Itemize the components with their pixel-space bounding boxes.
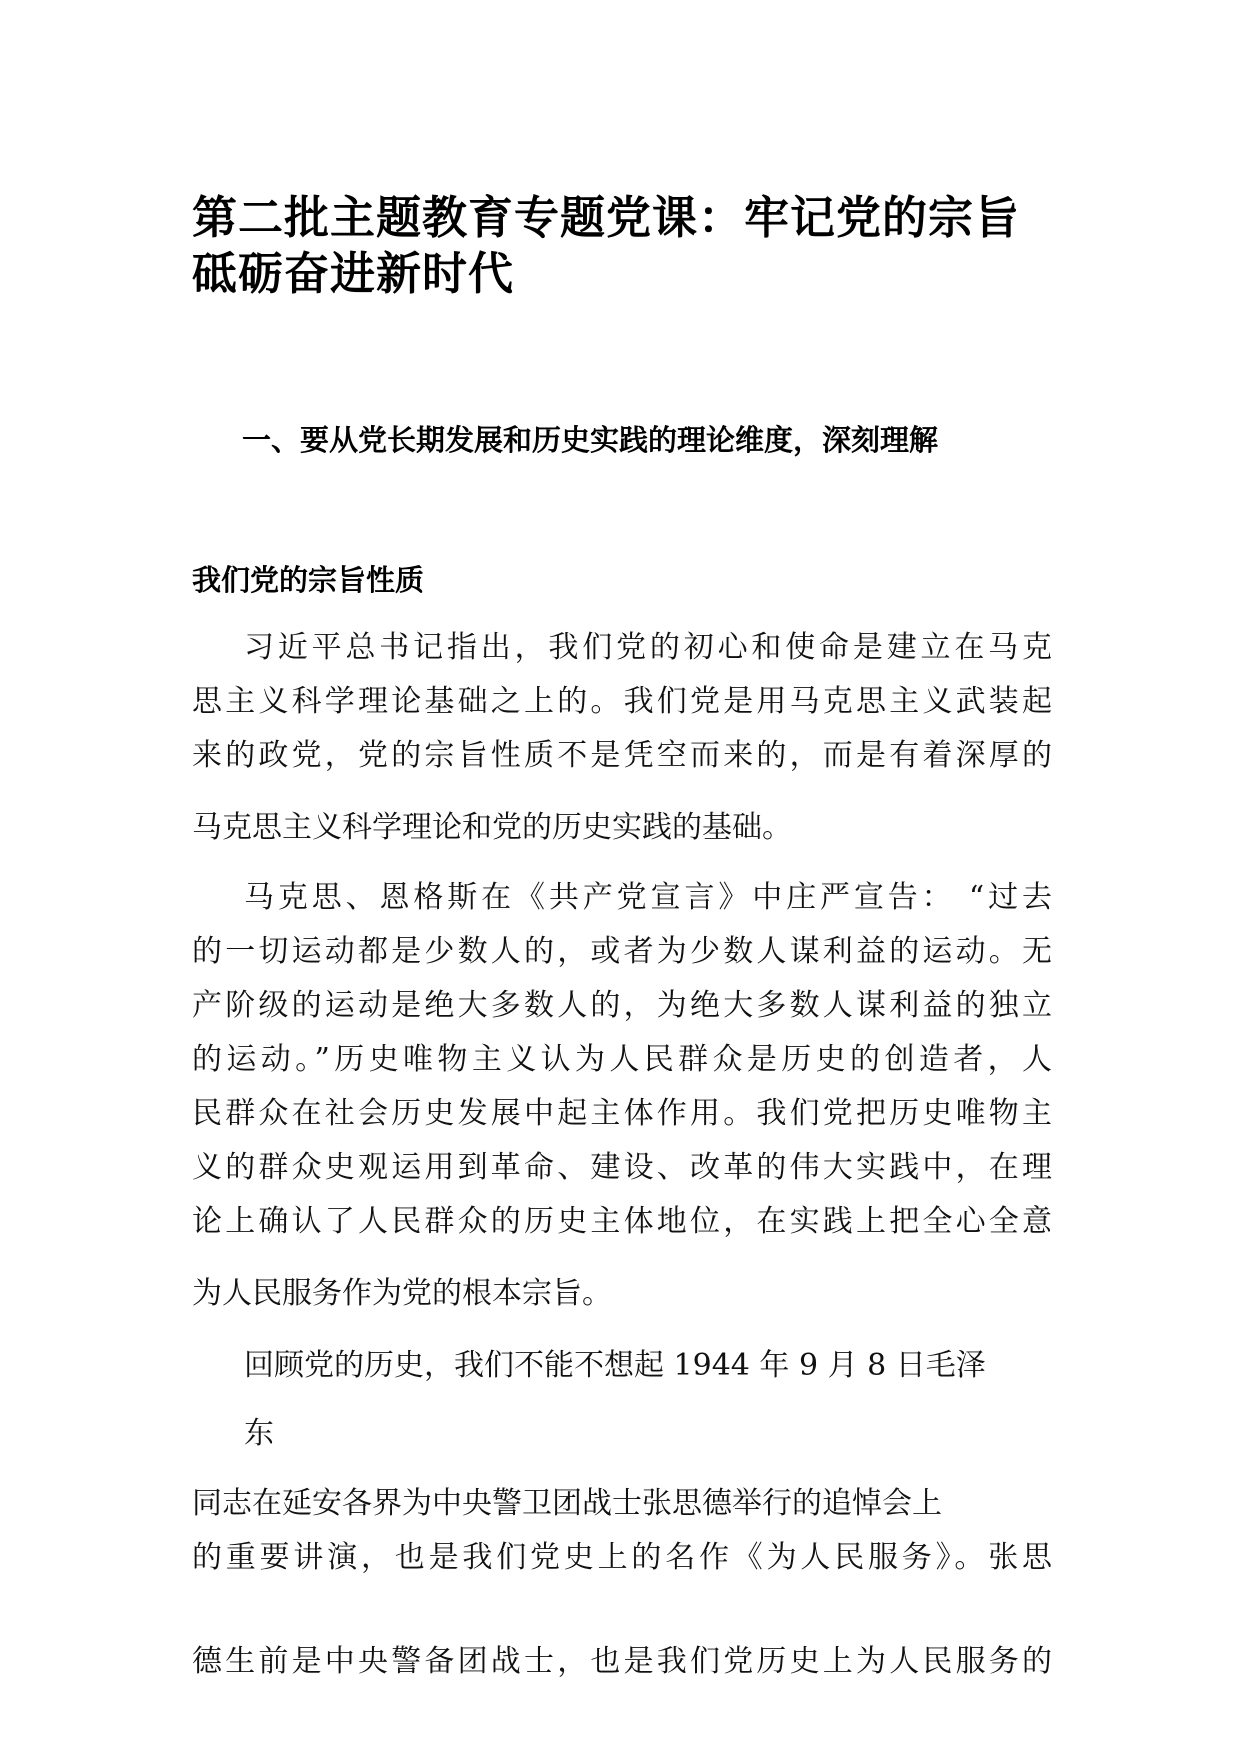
title-line: 砥砺奋进新时代 xyxy=(192,247,515,300)
paragraph-line: 的一切运动都是少数人的，或者为少数人谋利益的运动。无 xyxy=(192,934,1052,969)
paragraph-line: 马克思主义科学理论和党的历史实践的基础。 xyxy=(192,810,792,845)
paragraph-line: 同志在延安各界为中央警卫团战士张思德举行的追悼会上 xyxy=(192,1486,942,1521)
paragraph-line: 来的政党，党的宗旨性质不是凭空而来的，而是有着深厚的 xyxy=(192,738,1052,773)
paragraph-line: 义的群众史观运用到革命、建设、改革的伟大实践中，在理 xyxy=(192,1150,1052,1185)
paragraph-line: 习近平总书记指出，我们党的初心和使命是建立在马克 xyxy=(244,630,1052,665)
document-title xyxy=(192,190,1092,302)
section-heading-line: 我们党的宗旨性质 xyxy=(192,563,425,597)
paragraph-line: 德生前是中央警备团战士，也是我们党历史上为人民服务的 xyxy=(192,1644,1052,1679)
paragraph-line: 的运动。”历史唯物主义认为人民群众是历史的创造者，人 xyxy=(192,1042,1052,1077)
paragraph-line: 产阶级的运动是绝大多数人的，为绝大多数人谋利益的独立 xyxy=(192,988,1052,1023)
paragraph-line: 东 xyxy=(244,1416,274,1451)
section-heading-line: 一、要从党长期发展和历史实践的理论维度，深刻理解 xyxy=(242,423,939,457)
paragraph-line: 为人民服务作为党的根本宗旨。 xyxy=(192,1276,612,1311)
paragraph-line: 马克思、恩格斯在《共产党宣言》中庄严宣告： “过去 xyxy=(244,880,1052,915)
title-line: 第二批主题教育专题党课：牢记党的宗旨 xyxy=(192,191,1021,244)
paragraph-line: 论上确认了人民群众的历史主体地位，在实践上把全心全意 xyxy=(192,1204,1052,1239)
paragraph-line: 的重要讲演，也是我们党史上的名作《为人民服务》。张思 xyxy=(192,1540,1052,1575)
paragraph-line: 民群众在社会历史发展中起主体作用。我们党把历史唯物主 xyxy=(192,1096,1052,1131)
paragraph-line: 思主义科学理论基础之上的。我们党是用马克思主义武装起 xyxy=(192,684,1052,719)
paragraph-line: 回顾党的历史，我们不能不想起 1944 年 9 月 8 日毛泽 xyxy=(244,1348,986,1383)
